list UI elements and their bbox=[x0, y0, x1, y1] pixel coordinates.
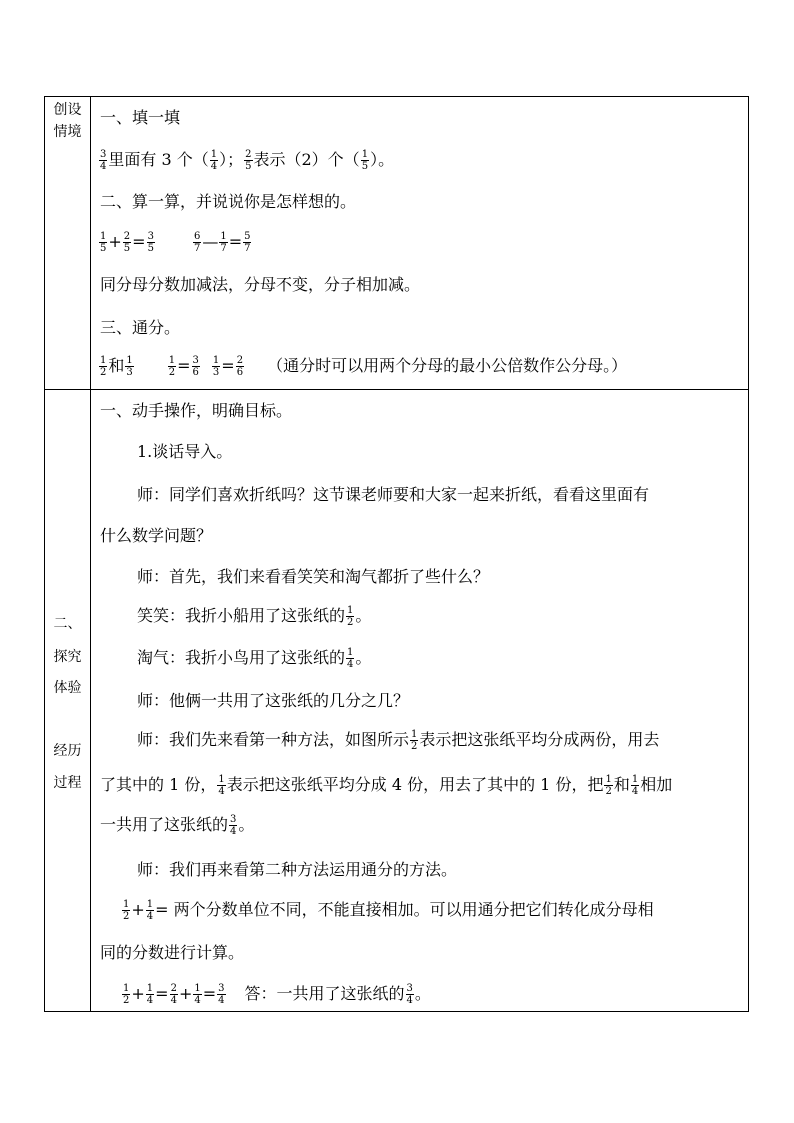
rule-text: 同分母分数加减法，分母不变，分子相加减。 bbox=[100, 275, 421, 294]
text: ）； bbox=[219, 150, 244, 169]
fill-in-line bbox=[98, 149, 394, 172]
paragraph-line: 师：他俩一共用了这张纸的几分之几？ bbox=[137, 691, 410, 710]
fraction: $\frac{2}{5}$ bbox=[123, 231, 131, 254]
fraction: $\frac{3}{5}$ bbox=[147, 231, 154, 254]
fraction: $\frac{1}{4}$ bbox=[146, 983, 154, 1006]
fraction: $\frac{1}{2}$ bbox=[411, 729, 418, 752]
row2-label-line: 经历 bbox=[53, 743, 82, 759]
lesson-table bbox=[44, 96, 749, 1012]
section1-heading: 一、填一填 bbox=[100, 108, 181, 127]
section2-heading: 一、动手操作，明确目标。 bbox=[100, 401, 293, 420]
fraction: $\frac{1}{2}$ bbox=[123, 899, 130, 922]
fraction: $\frac{1}{4}$ bbox=[194, 983, 201, 1006]
paragraph-line: 师：我们先来看第一种方法，如图所示 $\frac{1}{2}$ 表示把这张纸平均分成两份，用去 bbox=[137, 729, 660, 752]
paragraph-line: 什么数学问题？ bbox=[100, 526, 213, 545]
text: 表示（2）个（ bbox=[253, 150, 360, 169]
dialogue-line: 淘气：我折小鸟用了这张纸的 $\frac{1}{4}$ 。 bbox=[137, 647, 372, 670]
row1-label-line: 创设 bbox=[53, 102, 82, 118]
fraction: $\frac{1}{2}$ bbox=[100, 355, 107, 378]
fraction: $\frac{1}{2}$ bbox=[605, 774, 612, 797]
fraction: $\frac{3}{6}$ bbox=[192, 355, 199, 378]
dialogue-line: 笑笑：我折小船用了这张纸的 $\frac{1}{2}$ 。 bbox=[137, 605, 372, 628]
row2-label-line: 二、 bbox=[53, 616, 82, 632]
fraction: $\frac{1}{3}$ bbox=[212, 355, 220, 378]
equation-line: $\frac{1}{5}$ + $\frac{2}{5}$ = $\frac{3}{5}$ $\frac{6}{7}$ — $\frac{1}{7}$ = $\frac{5}{7}$ bbox=[100, 231, 251, 254]
text: 里面有 3 个（ bbox=[108, 150, 209, 169]
fraction: $\frac{1}{5}$ bbox=[100, 231, 107, 254]
fraction: $\frac{3}{4}$ bbox=[230, 814, 237, 837]
equation-paragraph: $\frac{1}{2}$ + $\frac{1}{4}$ = 两个分数单位不同，不能直接相加。可以用通分把它们转化成分母相 bbox=[123, 899, 654, 922]
fraction: $\frac{1}{2}$ bbox=[347, 605, 354, 628]
fraction: $\frac{1}{2}$ bbox=[168, 355, 176, 378]
section1-heading-2: 二、算一算，并说说你是怎样想的。 bbox=[100, 192, 357, 211]
fraction: $\frac{1}{4}$ bbox=[631, 774, 639, 797]
fraction: $\frac{2}{6}$ bbox=[236, 355, 244, 378]
fraction: $\frac{1}{3}$ bbox=[126, 355, 133, 378]
fraction: $\frac{1}{4}$ bbox=[210, 149, 218, 172]
text: ）。 bbox=[370, 150, 395, 169]
fraction: $\frac{3}{4}$ bbox=[406, 983, 413, 1006]
column-divider bbox=[90, 97, 91, 1011]
fraction: $\frac{1}{4}$ bbox=[146, 899, 154, 922]
row1-label-line: 情境 bbox=[53, 124, 82, 140]
paragraph-line: 了其中的 1 份， $\frac{1}{4}$ 表示把这张纸平均分成 4 份，用去了其中的 1 份，把 $\frac{1}{2}$ 和 $\frac{1}{4}$ 相加 bbox=[100, 774, 673, 797]
common-denominator-line: $\frac{1}{2}$ 和 $\frac{1}{3}$ $\frac{1}{2}$ = $\frac{3}{6}$ $\frac{1}{3}$ = $\frac{2}{6}$ （通分时可以用两个分母的最小公倍数作公分母。） bbox=[100, 355, 628, 378]
step-title: 1.谈话导入。 bbox=[137, 442, 233, 461]
fraction: $\frac{6}{7}$ bbox=[193, 231, 201, 254]
fraction: $\frac{5}{7}$ bbox=[244, 231, 251, 254]
fraction: $\frac{1}{4}$ bbox=[218, 774, 225, 797]
row2-label-line: 体验 bbox=[53, 680, 82, 696]
fraction: $\frac{1}{2}$ bbox=[123, 983, 130, 1006]
paragraph-line: 同的分数进行计算。 bbox=[100, 943, 245, 962]
row2-label bbox=[45, 97, 90, 1011]
section1-heading-3: 三、通分。 bbox=[100, 318, 181, 337]
answer-line: $\frac{1}{2}$ + $\frac{1}{4}$ = $\frac{2}{4}$ + $\frac{1}{4}$ = $\frac{3}{4}$ 答：一共用了这张纸的 $\frac{3}{4}$ 。 bbox=[123, 983, 431, 1006]
fraction: $\frac{1}{5}$ bbox=[361, 149, 369, 172]
fraction: $\frac{3}{4}$ bbox=[100, 149, 107, 172]
paragraph-line: 师：首先，我们来看看笑笑和淘气都折了些什么？ bbox=[137, 567, 490, 586]
fraction: $\frac{2}{5}$ bbox=[245, 149, 252, 172]
paragraph-line: 一共用了这张纸的 $\frac{3}{4}$ 。 bbox=[100, 814, 255, 837]
fraction: $\frac{1}{4}$ bbox=[347, 647, 354, 670]
row-divider bbox=[45, 389, 748, 390]
fraction: $\frac{2}{4}$ bbox=[170, 983, 177, 1006]
fraction: $\frac{1}{7}$ bbox=[220, 231, 227, 254]
row2-label-line: 过程 bbox=[53, 775, 82, 791]
paragraph-line: 师：同学们喜欢折纸吗？这节课老师要和大家一起来折纸，看看这里面有 bbox=[137, 485, 650, 504]
fraction: $\frac{3}{4}$ bbox=[218, 983, 225, 1006]
row2-label-line: 探究 bbox=[53, 649, 82, 665]
paragraph-line: 师：我们再来看第二种方法运用通分的方法。 bbox=[137, 860, 458, 879]
note-text: （通分时可以用两个分母的最小公倍数作公分母。） bbox=[267, 356, 628, 375]
